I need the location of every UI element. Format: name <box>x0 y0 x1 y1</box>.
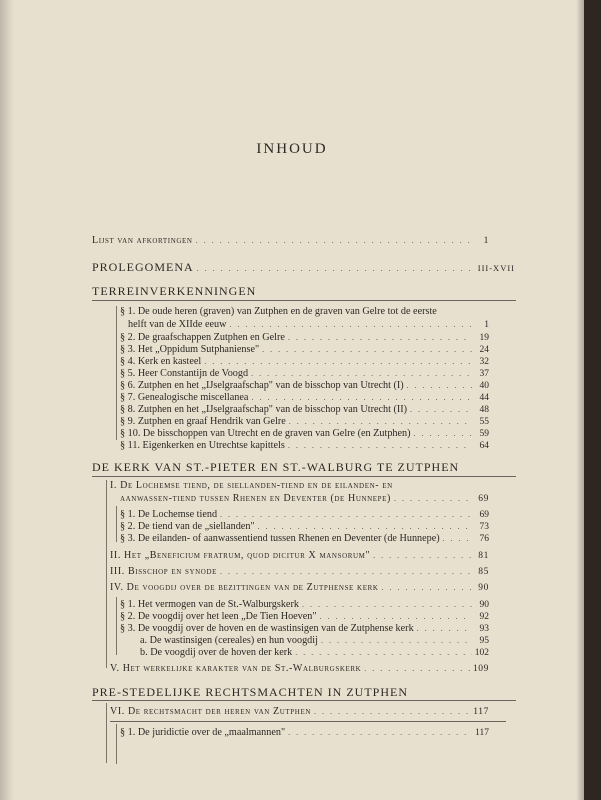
page-title: INHOUD <box>256 141 328 157</box>
toc-entry-chapter4-1[interactable]: § 1. Het vermogen van de St.-Walburgskerk . . . 90 <box>120 598 489 612</box>
toc-entry-part1-3[interactable]: § 3. Het „Oppidum Sutphaniense" . . . 24 <box>120 343 489 357</box>
leader-dots <box>364 662 470 675</box>
toc-entry-chapter2[interactable]: II. Het „Beneficium fratrum, quod dicitur X mansorum" . . . 81 <box>110 549 489 563</box>
toc-entry-part1-10[interactable]: § 10. De bisschoppen van Utrecht en de graven van Gelre (en Zutphen) . . . 59 <box>120 427 489 441</box>
leader-dots <box>382 581 473 594</box>
toc-entry-chapter1-3[interactable]: § 3. De eilanden- of aanwassentiend tussen Rhenen en Deventer (de Hunnepe) . . . 76 <box>120 532 489 546</box>
leader-dots <box>295 646 472 659</box>
part-heading-rechtsmachten: PRE-STEDELIJKE RECHTSMACHTEN IN ZUTPHEN <box>92 685 408 699</box>
section-bracket <box>106 703 107 763</box>
leader-dots <box>314 705 470 718</box>
toc-entry-part1-11[interactable]: § 11. Eigenkerken en Utrechtse kapittels . . . 64 <box>120 439 489 453</box>
toc-entry-part1-5[interactable]: § 5. Heer Constantijn de Voogd . . . 37 <box>120 367 489 381</box>
toc-entry-part1-1-line1[interactable]: § 1. De oude heren (graven) van Zutphen en de graven van Gelre tot de eerste <box>120 306 437 317</box>
leader-dots <box>197 262 475 275</box>
toc-entry-chapter4-2[interactable]: § 2. De voogdij over het leen „De Tien Hoeven" . . . 92 <box>120 610 489 624</box>
leader-dots <box>288 439 472 452</box>
leader-dots <box>220 565 472 578</box>
toc-entry-chapter1-line1[interactable]: I. De Lochemse tiend, de siellanden-tiend en de eilanden- en <box>110 480 393 491</box>
toc-entry-chapter5[interactable]: V. Het werkelijke karakter van de St.-Walburgskerk . . . 109 <box>110 662 489 676</box>
leader-dots <box>288 726 472 739</box>
toc-entry-chapter4-3[interactable]: § 3. De voogdij over de hoven en de wastinsigen van de Zutphense kerk . . . 93 <box>120 622 489 636</box>
leader-dots <box>196 234 472 247</box>
page-edge-shadow <box>576 0 584 800</box>
toc-entry-chapter4-3b[interactable]: b. De voogdij over de hoven der kerk . . . 102 <box>140 646 489 660</box>
toc-entry-chapter1-1[interactable]: § 1. De Lochemse tiend . . . 69 <box>120 508 489 522</box>
section-bracket <box>116 306 117 440</box>
toc-entry-chapter3[interactable]: III. Bisschop en synode . . . 85 <box>110 565 489 579</box>
toc-entry-part1-2[interactable]: § 2. De graafschappen Zutphen en Gelre . . . 19 <box>120 331 489 345</box>
section-rule <box>92 300 516 301</box>
leader-dots <box>373 549 472 562</box>
toc-entry-chapter6[interactable]: VI. De rechtsmacht der heren van Zutphen . . . 117 <box>110 705 489 719</box>
leader-dots <box>443 532 472 545</box>
toc-entry-part1-9[interactable]: § 9. Zutphen en graaf Hendrik van Gelre . . . 55 <box>120 415 489 429</box>
toc-entry-part1-7[interactable]: § 7. Genealogische miscellanea . . . 44 <box>120 391 489 405</box>
subsection-bracket <box>116 506 117 542</box>
toc-entry-part1-6[interactable]: § 6. Zutphen en het „IJselgraafschap" van de bisschop van Utrecht (I) . . . 40 <box>120 379 489 393</box>
leader-dots <box>394 492 472 505</box>
section-rule <box>92 700 516 701</box>
toc-entry-chapter6-1[interactable]: § 1. De juridictie over de „maalmannen" . . . 117 <box>120 726 489 740</box>
toc-entry-prolegomena[interactable]: PROLEGOMENA . . . III-XVII <box>92 261 515 275</box>
toc-entry-part1-1[interactable]: helft van de XIIde eeuw . . . 1 <box>128 318 489 332</box>
spine-shadow <box>0 0 14 800</box>
toc-entry-abbreviations[interactable]: Lijst van afkortingen . . . 1 <box>92 234 489 248</box>
toc-entry-chapter4[interactable]: IV. De voogdij over de bezittingen van de Zutphense kerk . . . 90 <box>110 581 489 595</box>
part-heading-kerk: DE KERK VAN ST.-PIETER EN ST.-WALBURG TE ZUTPHEN <box>92 460 460 474</box>
subsection-bracket <box>116 724 117 764</box>
chapter-rule <box>110 721 506 722</box>
part-heading-terreinverkenningen: TERREINVERKENNINGEN <box>92 284 257 298</box>
toc-entry-chapter1-2[interactable]: § 2. De tiend van de „siellanden" . . . 73 <box>120 520 489 534</box>
toc-entry-chapter4-3a[interactable]: a. De wastinsigen (cereales) en hun voogdij . . . 95 <box>140 634 489 648</box>
leader-dots <box>229 318 472 331</box>
section-bracket <box>106 480 107 668</box>
subsection-bracket <box>116 597 117 655</box>
toc-entry-chapter1[interactable]: aanwassen-tiend tussen Rhenen en Deventer (de Hunnepe) . . . 69 <box>120 492 489 506</box>
toc-entry-part1-8[interactable]: § 8. Zutphen en het „IJselgraafschap" van de bisschop van Utrecht (II) . . . 48 <box>120 403 489 417</box>
section-rule <box>92 476 516 477</box>
toc-entry-part1-4[interactable]: § 4. Kerk en kasteel . . . 32 <box>120 355 489 369</box>
